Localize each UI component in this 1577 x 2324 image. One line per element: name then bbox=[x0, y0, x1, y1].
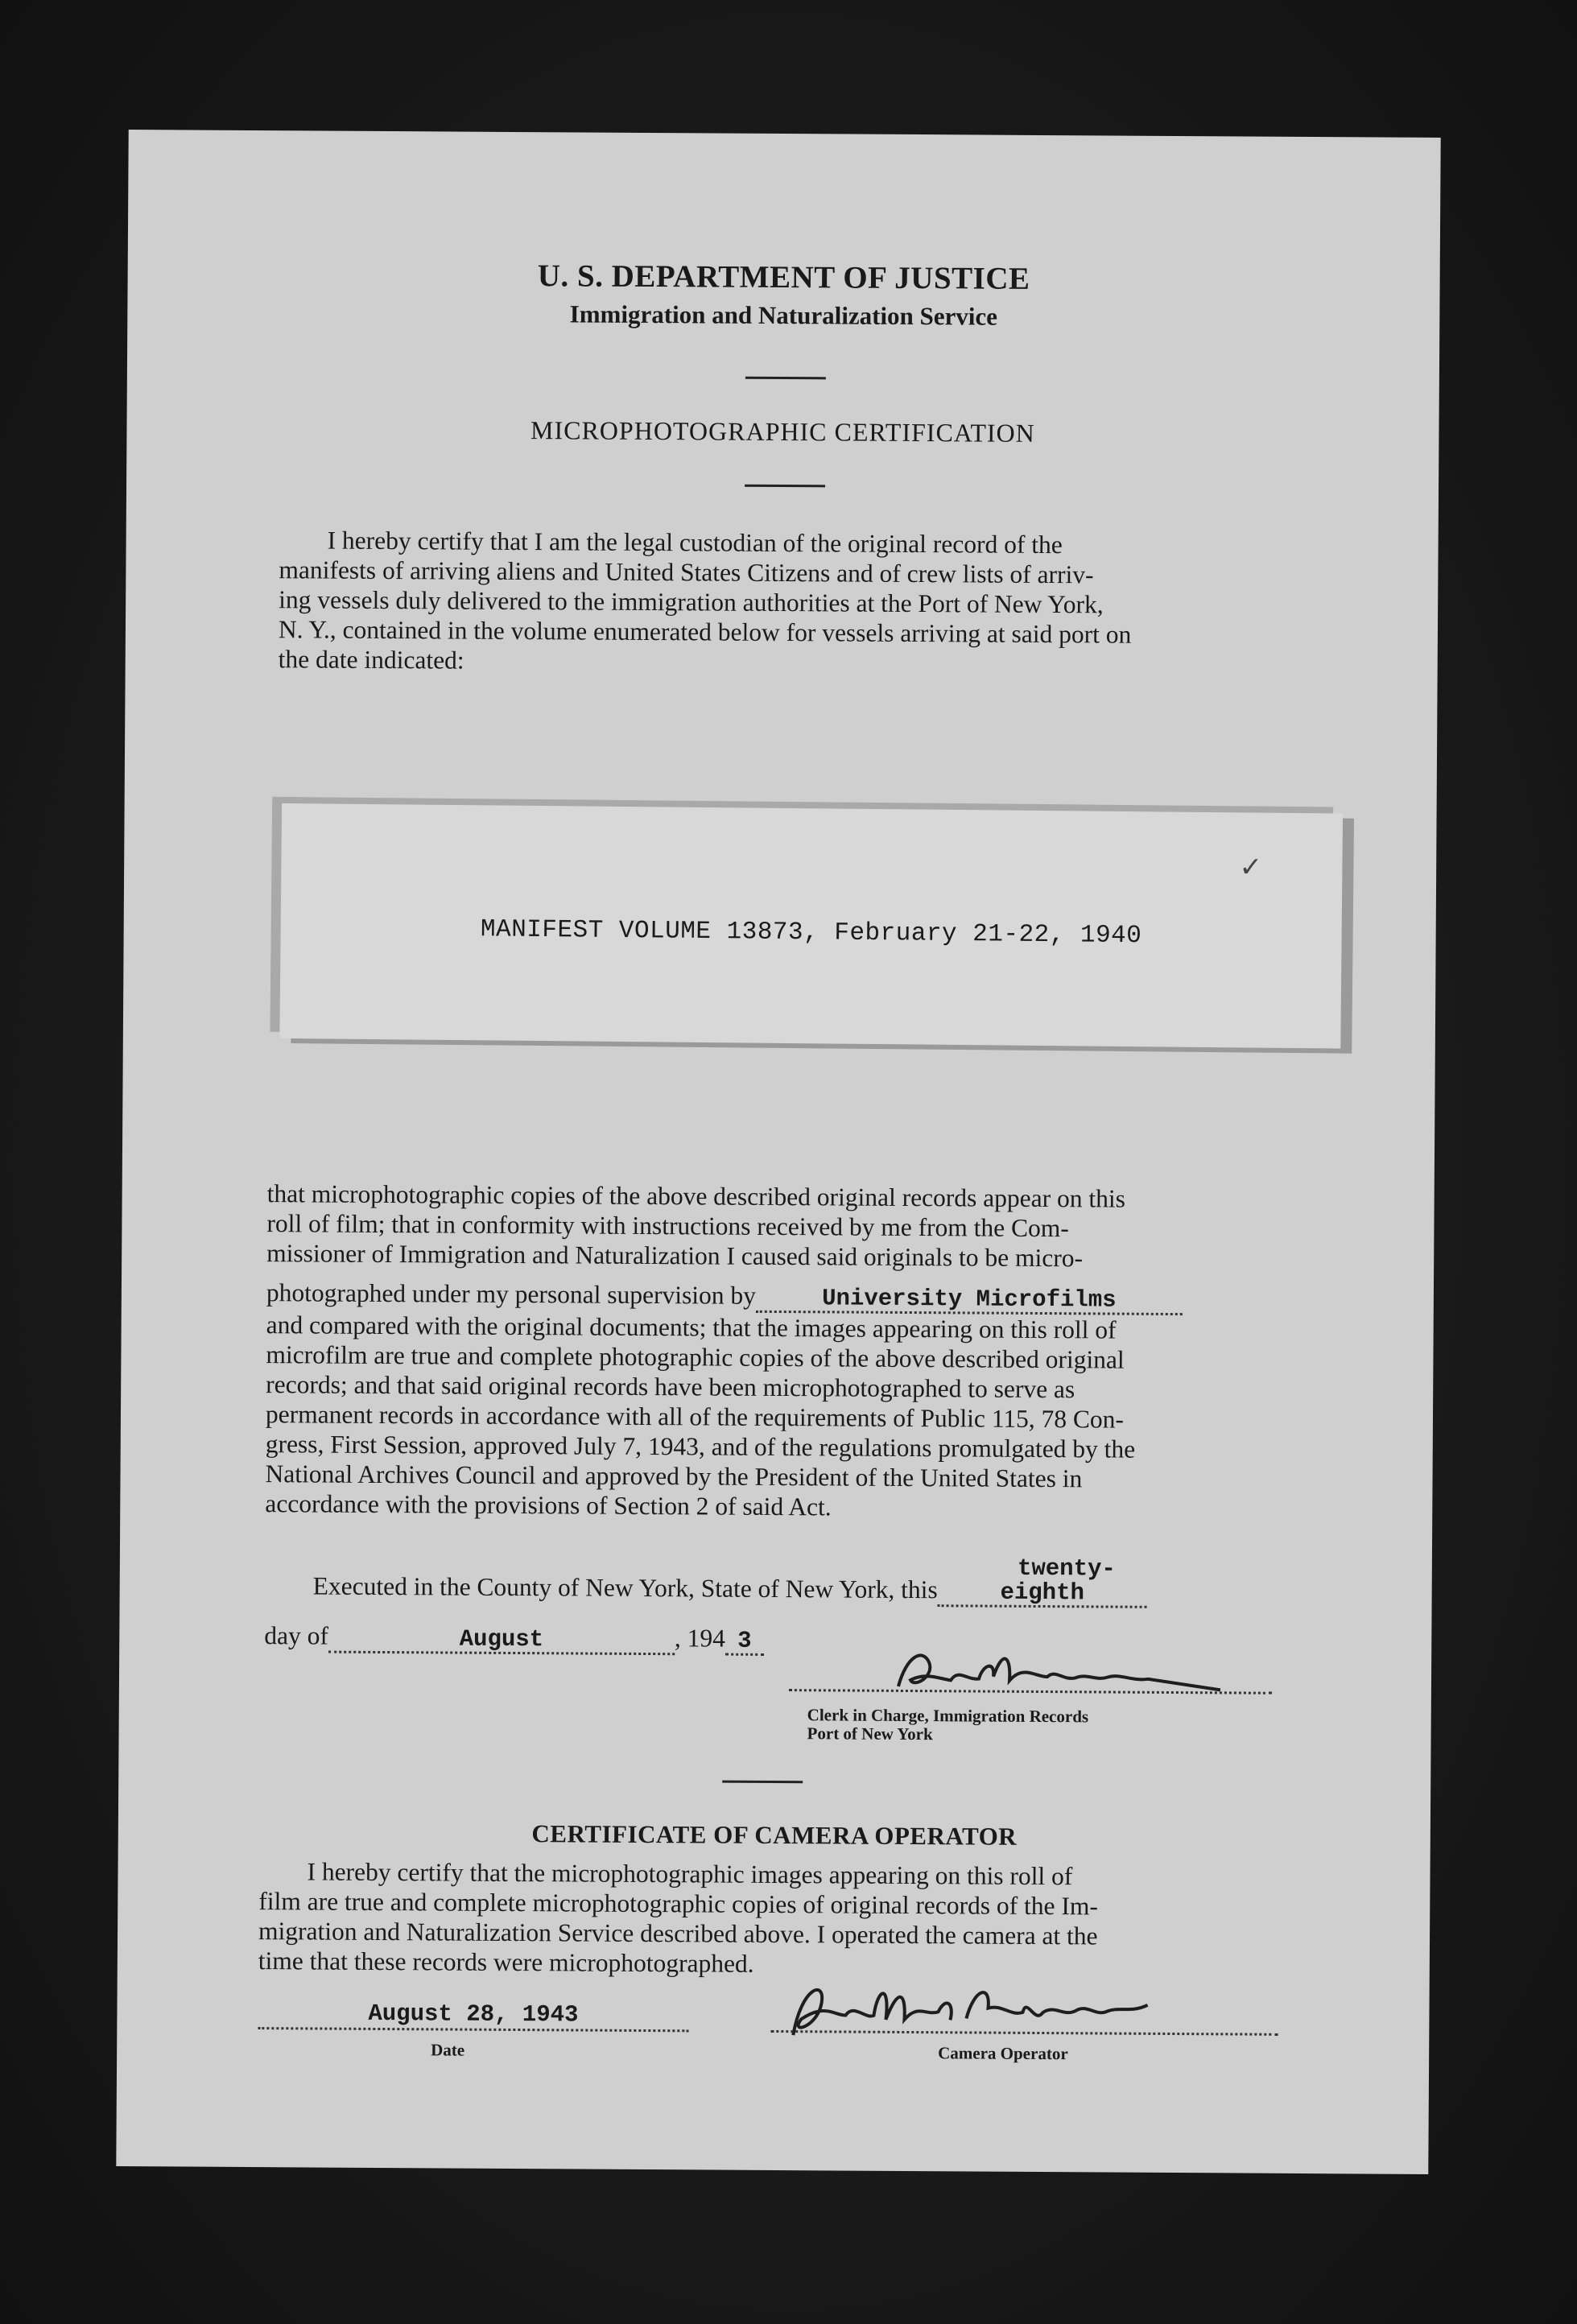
body-line: gress, First Session, approved July 7, 1943, and of the regulations promulgated by the bbox=[265, 1430, 1136, 1463]
camera-certificate-title: CERTIFICATE OF CAMERA OPERATOR bbox=[531, 1819, 1018, 1851]
clerk-title-line: Port of New York bbox=[807, 1723, 933, 1744]
body-line: accordance with the provisions of Section 2 of said Act. bbox=[265, 1489, 832, 1521]
manifest-volume-text: MANIFEST VOLUME 13873, February 21-22, 1940 bbox=[480, 915, 1142, 951]
camera-line: film are true and complete microphotographic copies of original records of the Im- bbox=[258, 1887, 1099, 1921]
intro-line: N. Y., contained in the volume enumerated below for vessels arriving at said port on bbox=[278, 615, 1132, 649]
intro-paragraph bbox=[279, 525, 1290, 680]
header-divider bbox=[745, 377, 826, 380]
camera-operator-signature bbox=[777, 1971, 1164, 2054]
body-line: permanent records in accordance with all of the requirements of Public 115, 78 Con- bbox=[265, 1400, 1125, 1434]
day-of-label: day of bbox=[264, 1621, 329, 1650]
photographer-field: University Microfilms bbox=[756, 1286, 1183, 1315]
camera-paragraph bbox=[258, 1856, 1272, 1982]
month-field: August bbox=[328, 1627, 675, 1656]
body-paragraph bbox=[265, 1179, 1283, 1525]
camera-line: time that these records were microphotographed. bbox=[258, 1946, 754, 1978]
body-line: missioner of Immigration and Naturalization I caused said originals to be micro- bbox=[266, 1239, 1084, 1273]
department-heading: U. S. DEPARTMENT OF JUSTICE bbox=[537, 258, 1030, 296]
execution-prefix: Executed in the County of New York, State of New York, this bbox=[312, 1571, 938, 1604]
service-subheading: Immigration and Naturalization Service bbox=[569, 299, 998, 331]
photographer-prefix: photographed under my personal supervision by bbox=[266, 1278, 757, 1310]
clerk-title bbox=[807, 1706, 1089, 1744]
year-digit-field: 3 bbox=[725, 1629, 764, 1656]
check-mark: ✓ bbox=[1239, 851, 1263, 884]
title-divider bbox=[745, 485, 825, 488]
body-line: roll of film; that in conformity with instructions received by me from the Com- bbox=[266, 1209, 1069, 1243]
camera-divider bbox=[722, 1781, 803, 1784]
body-line: and compared with the original documents; that the images appearing on this roll of bbox=[266, 1311, 1117, 1344]
certificate-page bbox=[116, 130, 1440, 2174]
camera-date-label: Date bbox=[431, 2040, 465, 2060]
camera-line: I hereby certify that the microphotographic images appearing on this roll of bbox=[307, 1857, 1073, 1891]
body-line: National Archives Council and approved by the President of the United States in bbox=[265, 1459, 1083, 1493]
intro-line: I hereby certify that I am the legal custodian of the original record of the bbox=[327, 526, 1063, 559]
intro-line: ing vessels duly delivered to the immigration authorities at the Port of New York, bbox=[279, 585, 1104, 619]
body-line: microfilm are true and complete photographic copies of the above described original bbox=[266, 1340, 1125, 1374]
manifest-volume-slip bbox=[279, 803, 1343, 1049]
body-line: that microphotographic copies of the above described original records appear on this bbox=[266, 1179, 1126, 1213]
certification-title: MICROPHOTOGRAPHIC CERTIFICATION bbox=[530, 415, 1035, 448]
execution-day-field: twenty-eighth bbox=[938, 1556, 1147, 1608]
clerk-title-line: Clerk in Charge, Immigration Records bbox=[807, 1705, 1089, 1727]
intro-line: manifests of arriving aliens and United States Citizens and of crew lists of arriv- bbox=[279, 555, 1094, 589]
camera-date-field: August 28, 1943 bbox=[258, 2000, 688, 2032]
execution-line bbox=[265, 1552, 1281, 1609]
camera-operator-label: Camera Operator bbox=[938, 2043, 1068, 2064]
year-prefix: , 194 bbox=[674, 1624, 726, 1653]
camera-line: migration and Naturalization Service described above. I operated the camera at the bbox=[258, 1917, 1098, 1950]
body-line: records; and that said original records have been microphotographed to serve as bbox=[266, 1370, 1075, 1404]
intro-line: the date indicated: bbox=[278, 645, 464, 675]
